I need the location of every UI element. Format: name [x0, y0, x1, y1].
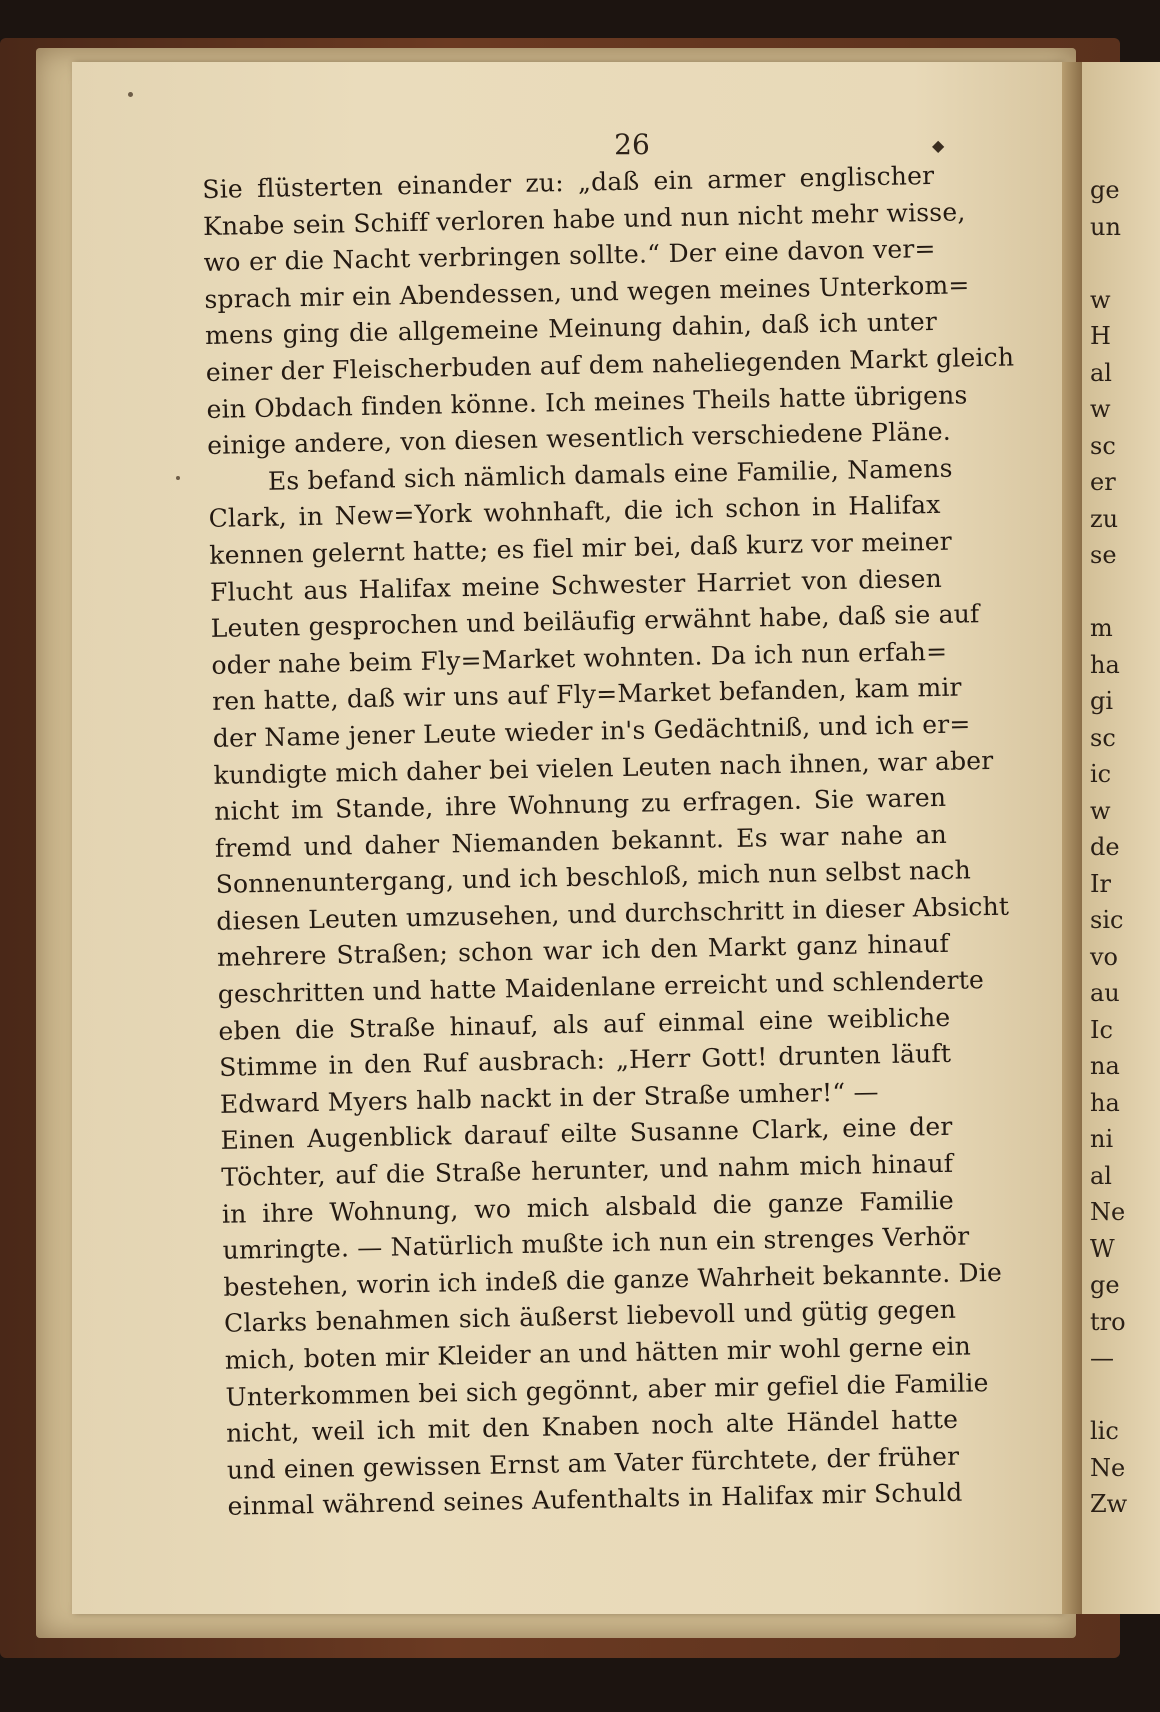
facing-page-line: Ne: [1090, 1453, 1126, 1482]
facing-page-line: ni: [1090, 1125, 1114, 1153]
facing-page-line: H: [1090, 322, 1111, 350]
text-line: kennen gelernt hatte; es fiel mir bei, daß kurz vor meiner: [209, 526, 953, 570]
text-line: einer der Fleischerbuden auf dem naheliegenden Markt gleich: [205, 342, 1015, 387]
facing-page-line: Ir: [1090, 869, 1111, 898]
text-line: und einen gewissen Ernst am Vater fürchtete, der früher: [226, 1441, 960, 1485]
facing-page-line: [1090, 574, 1160, 611]
book-gutter: [1062, 62, 1082, 1614]
facing-page-line: w: [1090, 796, 1111, 825]
text-line: eben die Straße hinauf, als auf einmal eine weibliche: [218, 1002, 951, 1046]
text-line: Clark, in New=York wohnhaft, die ich schon in Halifax: [208, 490, 941, 534]
text-line: ren hatte, daß wir uns auf Fly=Market befanden, kam mir: [211, 672, 962, 717]
text-line: in ihre Wohnung, wo mich alsbald die ganze Familie: [221, 1185, 955, 1229]
facing-page: [1082, 62, 1160, 1614]
facing-page-line: vo: [1090, 942, 1119, 971]
facing-page-line: ge: [1090, 1271, 1120, 1299]
facing-page-line: au: [1090, 979, 1120, 1007]
text-line: wo er die Nacht verbringen sollte.“ Der eine davon ver=: [203, 234, 936, 278]
facing-page-line: zu: [1090, 504, 1119, 533]
text-line: einige andere, von diesen wesentlich verschiedene Pläne.: [206, 416, 952, 461]
facing-page-line: Zw: [1090, 1490, 1128, 1518]
text-line: einmal während seines Aufenthalts in Halifax mir Schuld: [227, 1478, 963, 1522]
text-line: nicht im Stande, ihre Wohnung zu erfragen. Sie waren: [214, 782, 947, 826]
body-text: [202, 158, 1015, 1526]
text-line: bestehen, worin ich indeß die ganze Wahrheit bekannte. Die: [223, 1257, 1003, 1302]
facing-page-line: Ne: [1090, 1198, 1126, 1226]
left-page: [72, 62, 1062, 1614]
ink-spot: [128, 92, 133, 97]
text-line: Unterkommen bei sich gegönnt, aber mir gefiel die Familie: [225, 1367, 989, 1412]
text-line: Clarks benahmen sich äußerst liebevoll und gütig gegen: [223, 1295, 957, 1339]
facing-page-line: al: [1090, 1161, 1112, 1190]
text-line: Leuten gesprochen und beiläufig erwähnt habe, daß sie auf: [210, 599, 980, 644]
facing-page-line: ha: [1090, 650, 1120, 679]
text-line: mehrere Straßen; schon war ich den Markt ganz hinauf: [216, 929, 950, 973]
ink-mark: ◆: [932, 136, 945, 155]
facing-page-line: sic: [1090, 906, 1124, 934]
page-number: 26: [614, 128, 650, 161]
facing-page-line: m: [1090, 614, 1113, 642]
facing-page-line: sc: [1090, 431, 1116, 460]
facing-page-line: Ic: [1090, 1015, 1113, 1044]
facing-page-line: w: [1090, 285, 1111, 314]
facing-page-line: ha: [1090, 1088, 1120, 1117]
facing-page-line: al: [1090, 358, 1112, 387]
text-line: geschritten und hatte Maidenlane erreicht und schlenderte: [217, 965, 985, 1009]
text-line: sprach mir ein Abendessen, und wegen meines Unterkom=: [204, 270, 970, 314]
facing-page-line: [1090, 1377, 1160, 1414]
facing-page-line: ge: [1090, 176, 1120, 204]
text-line: Stimme in den Ruf ausbrach: „Herr Gott! drunten läuft: [218, 1039, 952, 1083]
text-line: Edward Myers halb nackt in der Straße umher!“ —: [219, 1077, 879, 1119]
text-line: Knabe sein Schiff verloren habe und nun nicht mehr wisse,: [202, 196, 966, 241]
text-line: mich, boten mir Kleider an und hätten mir wohl gerne ein: [224, 1331, 972, 1375]
facing-page-line: W: [1090, 1234, 1115, 1263]
text-line: Töchter, auf die Straße herunter, und nahm mich hinauf: [221, 1148, 954, 1192]
facing-page-line: [1090, 245, 1160, 282]
text-line: oder nahe beim Fly=Market wohnten. Da ich nun erfah=: [211, 636, 948, 680]
facing-page-line: ic: [1090, 760, 1112, 788]
text-line: nicht, weil ich mit den Knaben noch alte Händel hatte: [225, 1404, 959, 1448]
text-line: ein Obdach finden könne. Ich meines Theils hatte übrigens: [206, 379, 968, 424]
facing-page-line: gi: [1090, 687, 1114, 715]
facing-page-line: na: [1090, 1052, 1120, 1080]
text-line: Sie flüsterten einander zu: „daß ein armer englischer: [202, 160, 935, 204]
facing-page-line: de: [1090, 833, 1120, 861]
ink-spot: [176, 476, 180, 480]
text-line: diesen Leuten umzusehen, und durchschritt in dieser Absicht: [216, 891, 1010, 936]
facing-page-line: —: [1090, 1344, 1114, 1372]
text-line: mens ging die allgemeine Meinung dahin, daß ich unter: [204, 307, 938, 351]
facing-page-line: tro: [1090, 1307, 1126, 1336]
facing-page-line: sc: [1090, 723, 1116, 752]
text-line: Sonnenuntergang, und ich beschloß, mich nun selbst nach: [215, 855, 972, 900]
text-line: umringte. — Natürlich mußte ich nun ein strenges Verhör: [222, 1221, 970, 1266]
text-line: der Name jener Leute wieder in's Gedächtniß, und ich er=: [212, 709, 971, 753]
text-line: Einen Augenblick darauf eilte Susanne Clark, eine der: [220, 1112, 953, 1156]
text-line: kundigte mich daher bei vielen Leuten nach ihnen, war aber: [213, 745, 994, 790]
text-line: Flucht aus Halifax meine Schwester Harriet von diesen: [209, 563, 943, 607]
facing-page-line: se: [1090, 541, 1117, 569]
facing-page-line: un: [1090, 212, 1121, 241]
facing-page-text: [1090, 172, 1160, 1523]
facing-page-line: w: [1090, 395, 1111, 423]
text-line: fremd und daher Niemanden bekannt. Es war nahe an: [214, 819, 948, 863]
facing-page-line: lic: [1090, 1417, 1119, 1445]
text-line: Es befand sich nämlich damals eine Familie, Namens: [267, 453, 953, 496]
facing-page-line: er: [1090, 468, 1116, 496]
